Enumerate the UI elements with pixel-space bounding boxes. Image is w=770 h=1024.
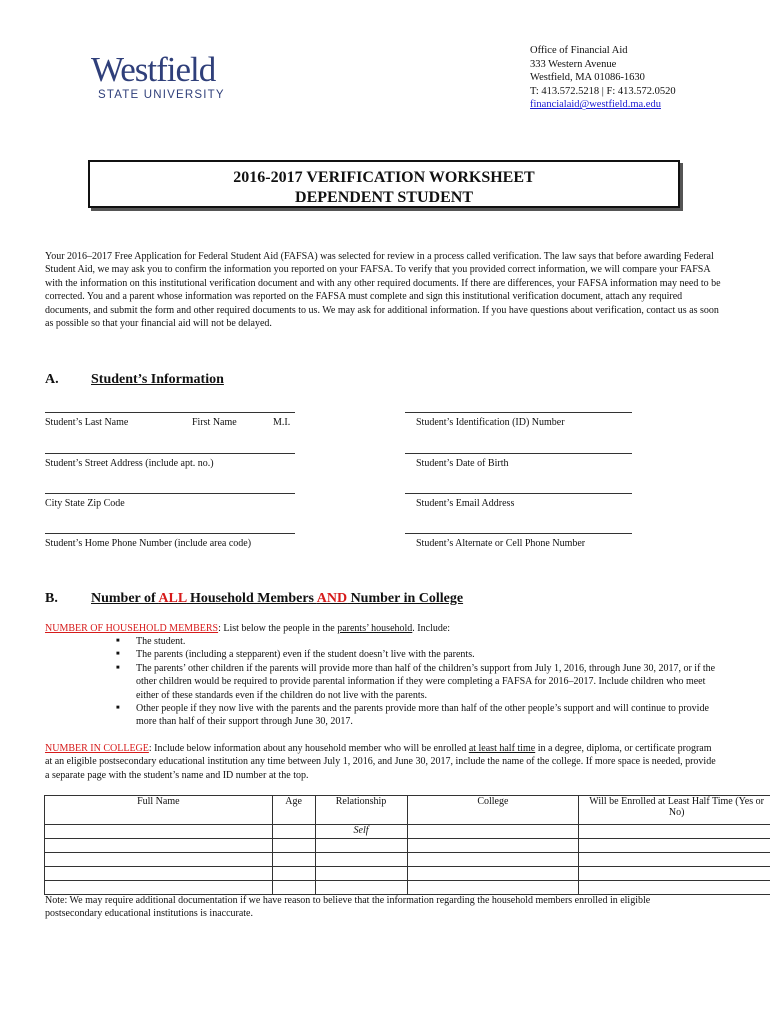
- section-b-letter: B.: [45, 591, 58, 606]
- intro-paragraph: Your 2016–2017 Free Application for Federal Student Aid (FAFSA) was selected for review in a process called verification. The law says that before awarding Federal Student Aid, we may ask you to confirm the information you reported on your FAFSA. To verify that you provided correct information, we will compare your FAFSA with the information on this institutional verification document and with any other required documents. If there are differences, your FAFSA information may need to be corrected. You and a parent whose information was reported on the FAFSA must complete and sign this institutional verification document, attach any required documents, and submit the form and other required documents to us. We may ask for additional information. If you have questions about verification, contact us as soon as possible so that your financial aid will not be delayed.: [45, 251, 721, 330]
- title-all: ALL: [158, 591, 187, 606]
- col-age: Age: [272, 796, 315, 825]
- bullet-item: ■ The parents (including a stepparent) even if the student doesn’t live with the parents.: [116, 648, 716, 661]
- worksheet-title: [88, 160, 680, 208]
- self-cell: Self: [315, 825, 407, 839]
- home-phone-label: Student’s Home Phone Number (include area code): [45, 538, 252, 549]
- id-line[interactable]: [405, 412, 632, 413]
- table-row[interactable]: [45, 867, 770, 881]
- section-a-letter: A.: [45, 372, 59, 387]
- last-name-line[interactable]: [45, 412, 295, 413]
- title-line-1: 2016-2017 VERIFICATION WORKSHEET: [233, 169, 535, 186]
- city-line[interactable]: [45, 493, 295, 494]
- household-bullets: [116, 635, 716, 729]
- bullet-item: ■ Other people if they now live with the parents and the parents provide more than half of the other people’s support and will continue to provide more than half of their support through June 30, 2017.: [116, 702, 716, 729]
- col-enrolled: Will be Enrolled at Least Half Time (Yes or No): [579, 796, 770, 825]
- dob-line[interactable]: [405, 453, 632, 454]
- office-city: Westfield, MA 01086-1630: [530, 72, 645, 84]
- email-line[interactable]: [405, 493, 632, 494]
- col-relationship: Relationship: [315, 796, 407, 825]
- col-college: College: [407, 796, 579, 825]
- street-label: Student’s Street Address (include apt. no.): [45, 458, 214, 469]
- table-row[interactable]: [45, 825, 770, 839]
- household-members-intro: NUMBER OF HOUSEHOLD MEMBERS: List below the people in the parents’ household. Include:: [45, 623, 451, 634]
- dob-label: Student’s Date of Birth: [416, 458, 509, 469]
- section-a-title: Student’s Information: [91, 372, 224, 387]
- mi-label: M.I.: [273, 417, 291, 428]
- office-phone-fax: T: 413.572.5218 | F: 413.572.0520: [530, 85, 676, 97]
- note-paragraph: Note: We may require additional documentation if we have reason to believe that the information regarding the household members enrolled in eligible postsecondary educational institutions is inaccurate.: [45, 895, 651, 920]
- title-line-2: DEPENDENT STUDENT: [295, 189, 473, 206]
- office-name: Office of Financial Aid: [530, 45, 628, 56]
- number-in-college-label: NUMBER IN COLLEGE: [45, 743, 149, 754]
- city-label: City State Zip Code: [45, 498, 125, 509]
- logo-subtitle: STATE UNIVERSITY: [98, 89, 225, 101]
- table-row[interactable]: [45, 881, 770, 895]
- bullet-item: ■ The parents’ other children if the parents will provide more than half of the children’s support from July 1, 2016, through June 30, 2017, or if the other children would be required to provide parental information if they were completing a FAFSA for 2016–2017. Include children who meet either of these standards even if the children do not live with the parents.: [116, 662, 716, 702]
- home-phone-line[interactable]: [45, 533, 295, 534]
- cell-phone-label: Student’s Alternate or Cell Phone Number: [416, 538, 586, 549]
- office-address: [530, 44, 676, 112]
- col-full-name: Full Name: [45, 796, 273, 825]
- last-name-label: Student’s Last Name: [45, 417, 129, 428]
- table-row[interactable]: [45, 853, 770, 867]
- bullet-item: ■ The student.: [116, 635, 716, 648]
- student-id-label: Student’s Identification (ID) Number: [416, 417, 565, 428]
- number-in-college-paragraph: NUMBER IN COLLEGE: Include below information about any household member who will be enrolled at least half time in a degree, diploma, or certificate program at an eligible postsecondary educational institution any time between July 1, 2016, and June 30, 2017, include the name of the college. If more space is needed, provide a separate page with the student’s name and ID number at the top.: [45, 743, 716, 781]
- section-b-title: Number of ALL Household Members AND Number in College: [91, 591, 464, 606]
- first-name-label: First Name: [192, 417, 237, 428]
- household-members-label: NUMBER OF HOUSEHOLD MEMBERS: [45, 623, 219, 634]
- household-table: [44, 795, 770, 895]
- table-row[interactable]: [45, 839, 770, 853]
- table-header-row: [45, 796, 770, 825]
- email-label: Student’s Email Address: [416, 498, 515, 509]
- street-line[interactable]: [45, 453, 295, 454]
- office-email-link[interactable]: financialaid@westfield.ma.edu: [530, 99, 661, 111]
- logo-westfield: Westfield: [91, 50, 216, 89]
- office-street: 333 Western Avenue: [530, 58, 617, 70]
- cell-phone-line[interactable]: [405, 533, 632, 534]
- title-and: AND: [316, 591, 348, 606]
